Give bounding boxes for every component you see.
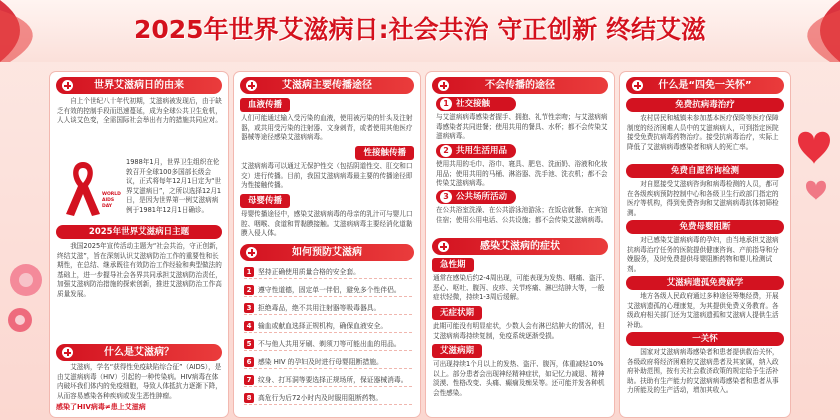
prevention-item: 6 感染 HIV 的孕妇及时进行母婴阻断措施。 [244,355,412,369]
shared-items-paragraph: 使用共用的毛巾、浴巾、寝具、肥皂、洗面奶、浴液和化妆用品；使用共用的马桶、淋浴器、洗手池、洗衣机；都不会传染艾滋病病毒。 [436,160,608,188]
header-band [0,0,840,62]
medical-cross-icon [632,80,643,91]
section-header-what-is-aids: 什么是艾滋病？ [56,344,222,361]
free-treatment-paragraph: 农村居民和城镇未参加基本医疗保险等医疗保障制度的经济困难人员中的艾滋病病人，可到指定医院接受免费抗病毒药物治疗。接受抗病毒治疗，实际上降低了艾滋病病毒感染者和病人的死亡率。 [627,114,779,151]
medical-cross-icon [246,80,257,91]
section-header-transmission: 艾滋病主要传播途径 [240,77,414,94]
label-shared-items: 2 共用生活用品 [436,144,516,158]
section-header-symptoms: 感染艾滋病的症状 [432,238,608,255]
label-blood: 血液传播 [240,98,290,112]
prevention-item: 7 纹身、打耳洞等要选择正规场所，保证器械消毒。 [244,373,412,387]
prevention-item: 2 遵守性道德，固定单一伴侣，避免多个性伴侣。 [244,283,412,297]
label-free-mother-infant: 免费母婴阻断 [626,220,784,234]
origin-paragraph-1: 自上个世纪八十年代初期，艾滋病被发现后，由于缺乏有效的控制手段而迅速蔓延，成为全球公共卫生危机，人人谈艾色变，全需国际社会举出有力的措施共同应对。 [57,97,222,125]
origin-paragraph-2: 1988年1月，世界卫生组织在伦敦召开全球100多国部长级会议，正式将每年12月1日定为“世界艾滋病日”，之所以选择12月1日，是因为世界第一例艾滋病病例于1981年12月1日确诊。 [126,158,222,214]
section-header-prevention: 如何预防艾滋病 [240,244,414,261]
label-aids-phase: 艾滋病期 [432,344,482,358]
label-mother-infant: 母婴传播 [240,194,290,208]
hiv-note: 感染了HIV病毒≠患上艾滋病 [56,403,146,411]
section-header-theme: 2025年世界艾滋病日主题 [56,225,222,239]
free-testing-paragraph: 对自愿接受艾滋病咨询和病毒检测的人员，都可在各级疾病预防控制中心和各级卫生行政部门指定的医疗等机构，得到免费咨询和艾滋病病毒抗体初筛检测。 [627,180,779,217]
prevention-item: 4 输血或献血选择正规机构，确保血液安全。 [244,319,412,333]
medical-cross-icon [62,347,73,358]
medical-cross-icon [62,80,73,91]
medical-cross-icon [438,241,449,252]
label-free-testing: 免费自愿咨询检测 [626,164,784,178]
prevention-item: 1 坚持正确使用质量合格的安全套。 [244,265,412,279]
latent-phase-paragraph: 此期可能没有明显症状，少数人会有淋巴结肿大的情况，但艾滋病病毒持续复制，免疫系统逐渐受损。 [433,322,605,340]
label-free-schooling: 艾滋病遗孤免费就学 [626,276,784,290]
column-origin [50,72,228,417]
section-header-four-free: 什么是“四免一关怀” [626,77,784,94]
flower-decoration-left [4,250,48,350]
free-schooling-paragraph: 地方各级人民政府通过多种途径筹集经费，开展艾滋病遗孤的心理康复，为其提供免费义务教育。各级政府相关部门还为艾滋病遗孤和艾滋病人提供生活补助。 [627,292,779,329]
public-places-paragraph: 在公共浴室洗澡、在公共游泳池游泳；在饭店就餐、在宾馆住宿；使用公用电话、公共设施；都不会传染艾滋病病毒。 [436,206,608,224]
column-not-transmitted [426,72,614,417]
theme-paragraph: 我国2025年宣传活动主题为“社会共治，守正创新，终结艾滋”，旨在深刻认识艾滋病防治工作的重要性和长期性，在总结、继承既往有效防治工作经验和典型做法的基础上，进一步握导社会各界共同承担艾滋病防治责任，加强艾滋病防治措施的探索创新，推进艾滋病防治工作高质量发展。 [57,242,223,298]
section-header-no-transmission: 不会传播的途径 [432,77,608,94]
label-latent-phase: 无症状期 [432,306,482,320]
label-acute-phase: 急性期 [432,258,474,272]
label-free-treatment: 免费抗病毒治疗 [626,98,784,112]
aids-phase-paragraph: 可出现持续1个月以上的发热、盗汗、腹泻，体重减轻10%以上。部分患者会出现神经精神症状，如记忆力减退、精神淡漠、性格改变、头痛、癫痫及痴呆等。还可能并发各种机会性感染。 [433,360,605,397]
label-public-places: 3 公共场所活动 [436,190,516,204]
blood-paragraph: 人们可能通过输入受污染的血液，使用被污染的针头及注射器，或共用受污染的注射器、文身刺青，或者使用其他医疗器械等途径感染艾滋病病毒。 [241,114,413,142]
mother-infant-paragraph: 母婴传播途径中，感染艾滋病病毒的母亲的乳汁可与婴儿口腔、咽喉、食道和胃黏膜接触。艾滋病病毒主要经消化道黏膜入侵人体。 [241,210,413,238]
label-one-care: 一关怀 [626,332,784,346]
column-four-free-one-care [620,72,790,417]
label-social: 1 社交接触 [436,97,516,111]
column-transmission [234,72,420,417]
section-header-origin: 世界艾滋病日的由来 [56,77,222,94]
prevention-item: 3 拒绝毒品，绝不共用注射器等吸毒器具。 [244,301,412,315]
heart-decoration-right [792,100,836,210]
page-title: 2025年世界艾滋病日:社会共治 守正创新 终结艾滋 [134,15,706,44]
social-paragraph: 与艾滋病病毒感染者握手、拥抱、礼节性亲吻；与艾滋病病毒感染者共同进餐；使用共用的餐具、水杯；都不会传染艾滋病病毒。 [436,113,608,141]
free-mother-infant-paragraph: 对已感染艾滋病病毒的孕妇，由当地承担艾滋病抗病毒治疗任务的医院提供健康咨询、产前指导和分娩服务，及时免费提供母婴阻断药物和婴儿检测试剂。 [627,236,779,273]
sexual-paragraph: 艾滋病病毒可以通过无保护性交（包括阴道性交、肛交和口交）进行传播。目前，我国艾滋病病毒最主要的传播途径即为性接触传播。 [241,162,413,190]
prevention-item: 8 高危行为后72小时内及时服用阻断药物。 [244,391,412,405]
prevention-item: 5 不与他人共用牙刷、剃须刀等可能出血的用品。 [244,337,412,351]
medical-cross-icon [438,80,449,91]
red-ribbon-icon [58,158,108,220]
medical-cross-icon [246,247,257,258]
acute-phase-paragraph: 通常在感染后约2-4周出现，可能表现为发热、咽痛、盗汗、恶心、呕吐、腹泻、皮疹、关节疼痛、淋巴结肿大等，一般症状轻微，持续1-3周后缓解。 [433,274,609,302]
label-sexual: 性接触传播 [355,146,414,160]
world-aids-day-text: WORLD AIDS DAY [102,192,121,209]
what-is-aids-paragraph: 艾滋病，学名“获得性免疫缺陷综合征”（AIDS），是由艾滋病病毒（HIV）引起的一种传染病。HIV病毒在体内破坏我们体内的免疫细胞，导致人体抵抗力逐渐下降，从而容易感染各种疾病或发生恶性肿瘤。 [57,363,222,400]
one-care-paragraph: 国家对艾滋病病毒感染者和患者提供救治关怀，各级政府将经济困难的艾滋病患者及其家属，纳入政府补助范围，按有关社会救济政策的规定给予生活补助。扶助有生产能力的艾滋病病毒感染者和患者从事力所能及的生产活动，增加其收入。 [627,348,779,395]
